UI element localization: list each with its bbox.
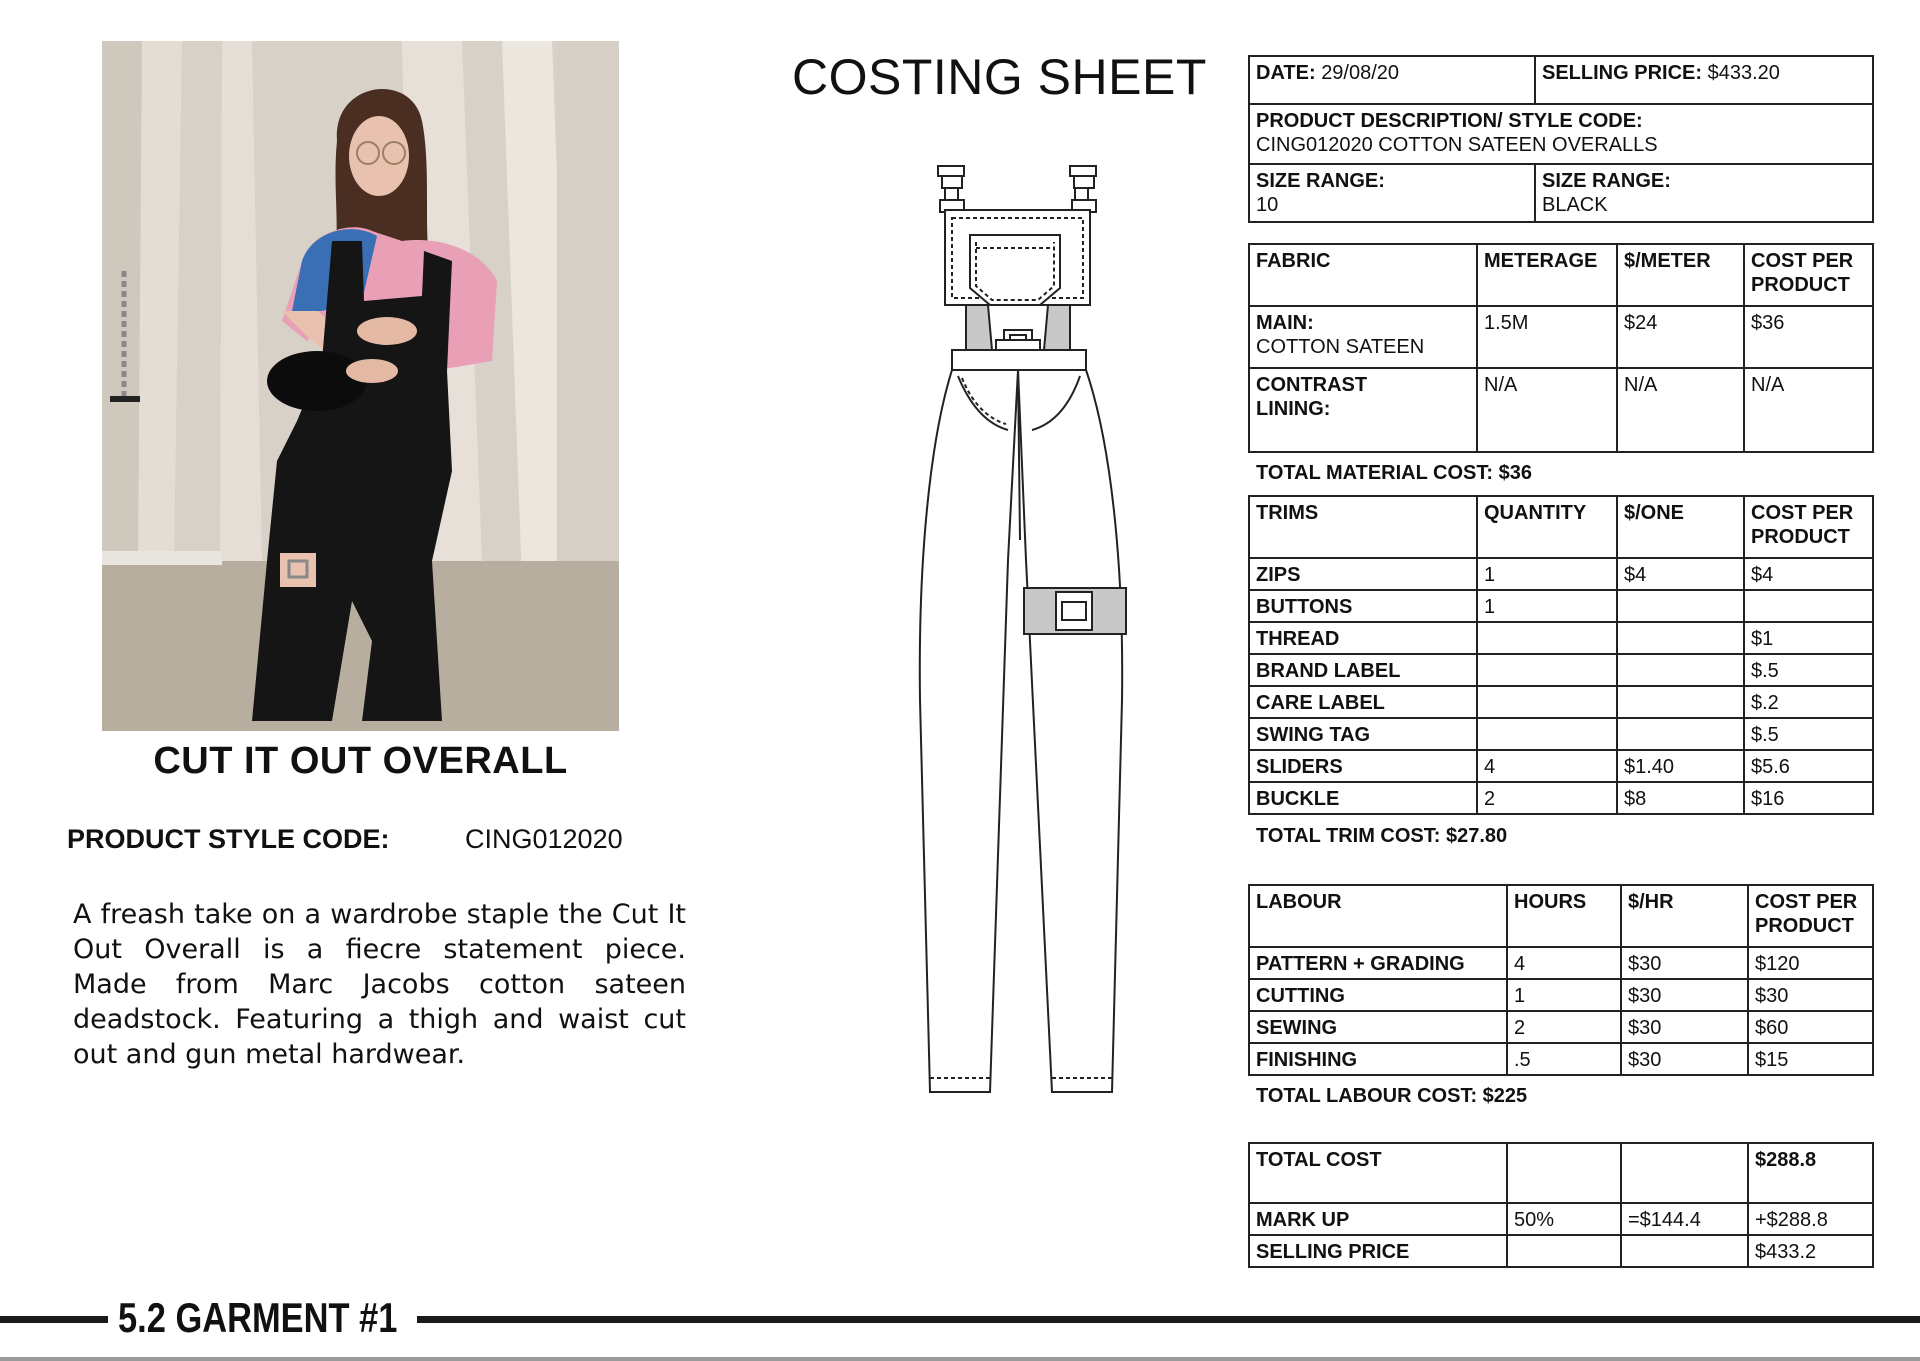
trim-cost: $16	[1744, 782, 1873, 814]
trim-rate	[1617, 622, 1744, 654]
selling-price-value: $433.20	[1707, 62, 1780, 84]
date-value: 29/08/20	[1321, 62, 1400, 84]
labour-hours: .5	[1507, 1043, 1621, 1075]
trim-cost: $.5	[1744, 718, 1873, 750]
garment-name: CUT IT OUT OVERALL	[153, 740, 568, 782]
date-label: DATE:	[1256, 62, 1316, 84]
meterage-header: METERAGE	[1477, 244, 1617, 306]
colour-label: SIZE RANGE:	[1542, 170, 1671, 192]
table-row	[1249, 622, 1873, 654]
table-row	[1249, 782, 1873, 814]
product-description: A freash take on a wardrobe staple the Cut It Out Overall is a fiecre statement piece. Made from Marc Jacobs cotton sateen deadstock. Featuring a thigh and waist cut out and gun metal hardwear.	[73, 899, 686, 1070]
section-label: 5.2 GARMENT #1	[118, 1294, 398, 1341]
trim-name: SLIDERS	[1249, 750, 1477, 782]
size-range-label: SIZE RANGE:	[1256, 170, 1385, 192]
fabric-cost: $36	[1744, 306, 1873, 368]
style-code-label: PRODUCT STYLE CODE:	[67, 824, 390, 854]
markup-percent: 50%	[1507, 1203, 1621, 1235]
labour-task: SEWING	[1249, 1011, 1507, 1043]
trim-cost: $5.6	[1744, 750, 1873, 782]
trim-cost: $.5	[1744, 654, 1873, 686]
trim-rate: $8	[1617, 782, 1744, 814]
date-cell	[1249, 56, 1535, 104]
selling-price-cell	[1535, 56, 1873, 104]
trim-name: THREAD	[1249, 622, 1477, 654]
header-table	[1248, 55, 1874, 223]
trim-name: SWING TAG	[1249, 718, 1477, 750]
table-row	[1249, 947, 1873, 979]
trim-qty: 1	[1477, 590, 1617, 622]
fabric-name	[1249, 368, 1477, 452]
fabric-rate: N/A	[1617, 368, 1744, 452]
labour-hours: 2	[1507, 1011, 1621, 1043]
fabric-type-2: LINING:	[1256, 398, 1331, 420]
table-row	[1249, 1011, 1873, 1043]
summary-table	[1248, 1142, 1874, 1268]
trim-qty: 1	[1477, 558, 1617, 590]
table-row	[1249, 686, 1873, 718]
style-code-value: CING012020	[465, 824, 623, 854]
colour-cell	[1535, 164, 1873, 222]
trim-name: CARE LABEL	[1249, 686, 1477, 718]
cost-header: COST PER PRODUCT	[1744, 496, 1873, 558]
cost-header: COST PER PRODUCT	[1744, 244, 1873, 306]
page-bottom-rule	[0, 1357, 1920, 1361]
labour-cost: $120	[1748, 947, 1873, 979]
labour-task: PATTERN + GRADING	[1249, 947, 1507, 979]
markup-amount: =$144.4	[1621, 1203, 1748, 1235]
model-photo	[102, 41, 619, 731]
total-cost-label: TOTAL COST	[1249, 1143, 1507, 1203]
table-row	[1249, 1143, 1873, 1203]
labour-task: FINISHING	[1249, 1043, 1507, 1075]
trim-qty	[1477, 686, 1617, 718]
labour-cost: $30	[1748, 979, 1873, 1011]
trims-header: TRIMS	[1249, 496, 1477, 558]
table-row	[1249, 750, 1873, 782]
fabric-cost: N/A	[1744, 368, 1873, 452]
labour-cost: $15	[1748, 1043, 1873, 1075]
fabric-meterage: 1.5M	[1477, 306, 1617, 368]
trim-cost: $1	[1744, 622, 1873, 654]
table-row	[1249, 979, 1873, 1011]
cost-header: COST PER PRODUCT	[1748, 885, 1873, 947]
trim-cost: $4	[1744, 558, 1873, 590]
table-row	[1249, 654, 1873, 686]
labour-hours: 4	[1507, 947, 1621, 979]
labour-table	[1248, 884, 1874, 1076]
markup-label: MARK UP	[1249, 1203, 1507, 1235]
table-row	[1249, 1235, 1873, 1267]
trim-cost: $.2	[1744, 686, 1873, 718]
unit-price-header: $/ONE	[1617, 496, 1744, 558]
quantity-header: QUANTITY	[1477, 496, 1617, 558]
trim-name: BUTTONS	[1249, 590, 1477, 622]
labour-cost: $60	[1748, 1011, 1873, 1043]
overall-flat-sketch	[900, 140, 1140, 1105]
labour-rate: $30	[1621, 1043, 1748, 1075]
selling-price-value: $433.2	[1748, 1235, 1873, 1267]
trim-qty: 2	[1477, 782, 1617, 814]
trim-name: BRAND LABEL	[1249, 654, 1477, 686]
fabric-rate: $24	[1617, 306, 1744, 368]
fabric-name	[1249, 306, 1477, 368]
trim-cost	[1744, 590, 1873, 622]
trim-rate	[1617, 686, 1744, 718]
trim-rate: $4	[1617, 558, 1744, 590]
trim-name: BUCKLE	[1249, 782, 1477, 814]
selling-price-label: SELLING PRICE:	[1542, 62, 1703, 84]
footer-rule-right	[417, 1316, 1920, 1323]
labour-rate: $30	[1621, 1011, 1748, 1043]
table-row	[1249, 558, 1873, 590]
fabric-header: FABRIC	[1249, 244, 1477, 306]
trim-qty	[1477, 718, 1617, 750]
trim-rate	[1617, 654, 1744, 686]
fabric-meterage: N/A	[1477, 368, 1617, 452]
fabric-type: CONTRAST	[1256, 374, 1368, 396]
hours-header: HOURS	[1507, 885, 1621, 947]
hourly-rate-header: $/HR	[1621, 885, 1748, 947]
product-description-label: PRODUCT DESCRIPTION/ STYLE CODE:	[1256, 110, 1643, 132]
labour-rate: $30	[1621, 979, 1748, 1011]
table-row	[1249, 1043, 1873, 1075]
trims-table	[1248, 495, 1874, 815]
trim-rate: $1.40	[1617, 750, 1744, 782]
rate-header: $/METER	[1617, 244, 1744, 306]
labour-rate: $30	[1621, 947, 1748, 979]
trim-qty	[1477, 654, 1617, 686]
total-trim-cost: TOTAL TRIM COST: $27.80	[1256, 825, 1508, 847]
selling-price-label: SELLING PRICE	[1249, 1235, 1507, 1267]
footer-rule-left	[0, 1316, 108, 1323]
table-row	[1249, 1203, 1873, 1235]
labour-hours: 1	[1507, 979, 1621, 1011]
labour-task: CUTTING	[1249, 979, 1507, 1011]
sheet-title: COSTING SHEET	[792, 49, 1207, 105]
total-labour-cost: TOTAL LABOUR COST: $225	[1256, 1085, 1528, 1107]
table-row	[1249, 306, 1873, 368]
fabric-type: MAIN:	[1256, 312, 1314, 334]
fabric-material: COTTON SATEEN	[1256, 336, 1425, 358]
trim-qty: 4	[1477, 750, 1617, 782]
fabric-table	[1248, 243, 1874, 453]
table-row	[1249, 718, 1873, 750]
trim-rate	[1617, 590, 1744, 622]
labour-header: LABOUR	[1249, 885, 1507, 947]
total-material-cost: TOTAL MATERIAL COST: $36	[1256, 462, 1532, 484]
colour-value: BLACK	[1542, 194, 1608, 216]
trim-rate	[1617, 718, 1744, 750]
size-range-cell	[1249, 164, 1535, 222]
style-code-row	[67, 824, 623, 855]
total-cost-value: $288.8	[1748, 1143, 1873, 1203]
table-row	[1249, 368, 1873, 452]
product-description-value: CING012020 COTTON SATEEN OVERALLS	[1256, 134, 1658, 156]
size-range-value: 10	[1256, 194, 1279, 216]
trim-qty	[1477, 622, 1617, 654]
product-description-cell	[1249, 104, 1873, 164]
table-row	[1249, 590, 1873, 622]
markup-value: +$288.8	[1748, 1203, 1873, 1235]
trim-name: ZIPS	[1249, 558, 1477, 590]
